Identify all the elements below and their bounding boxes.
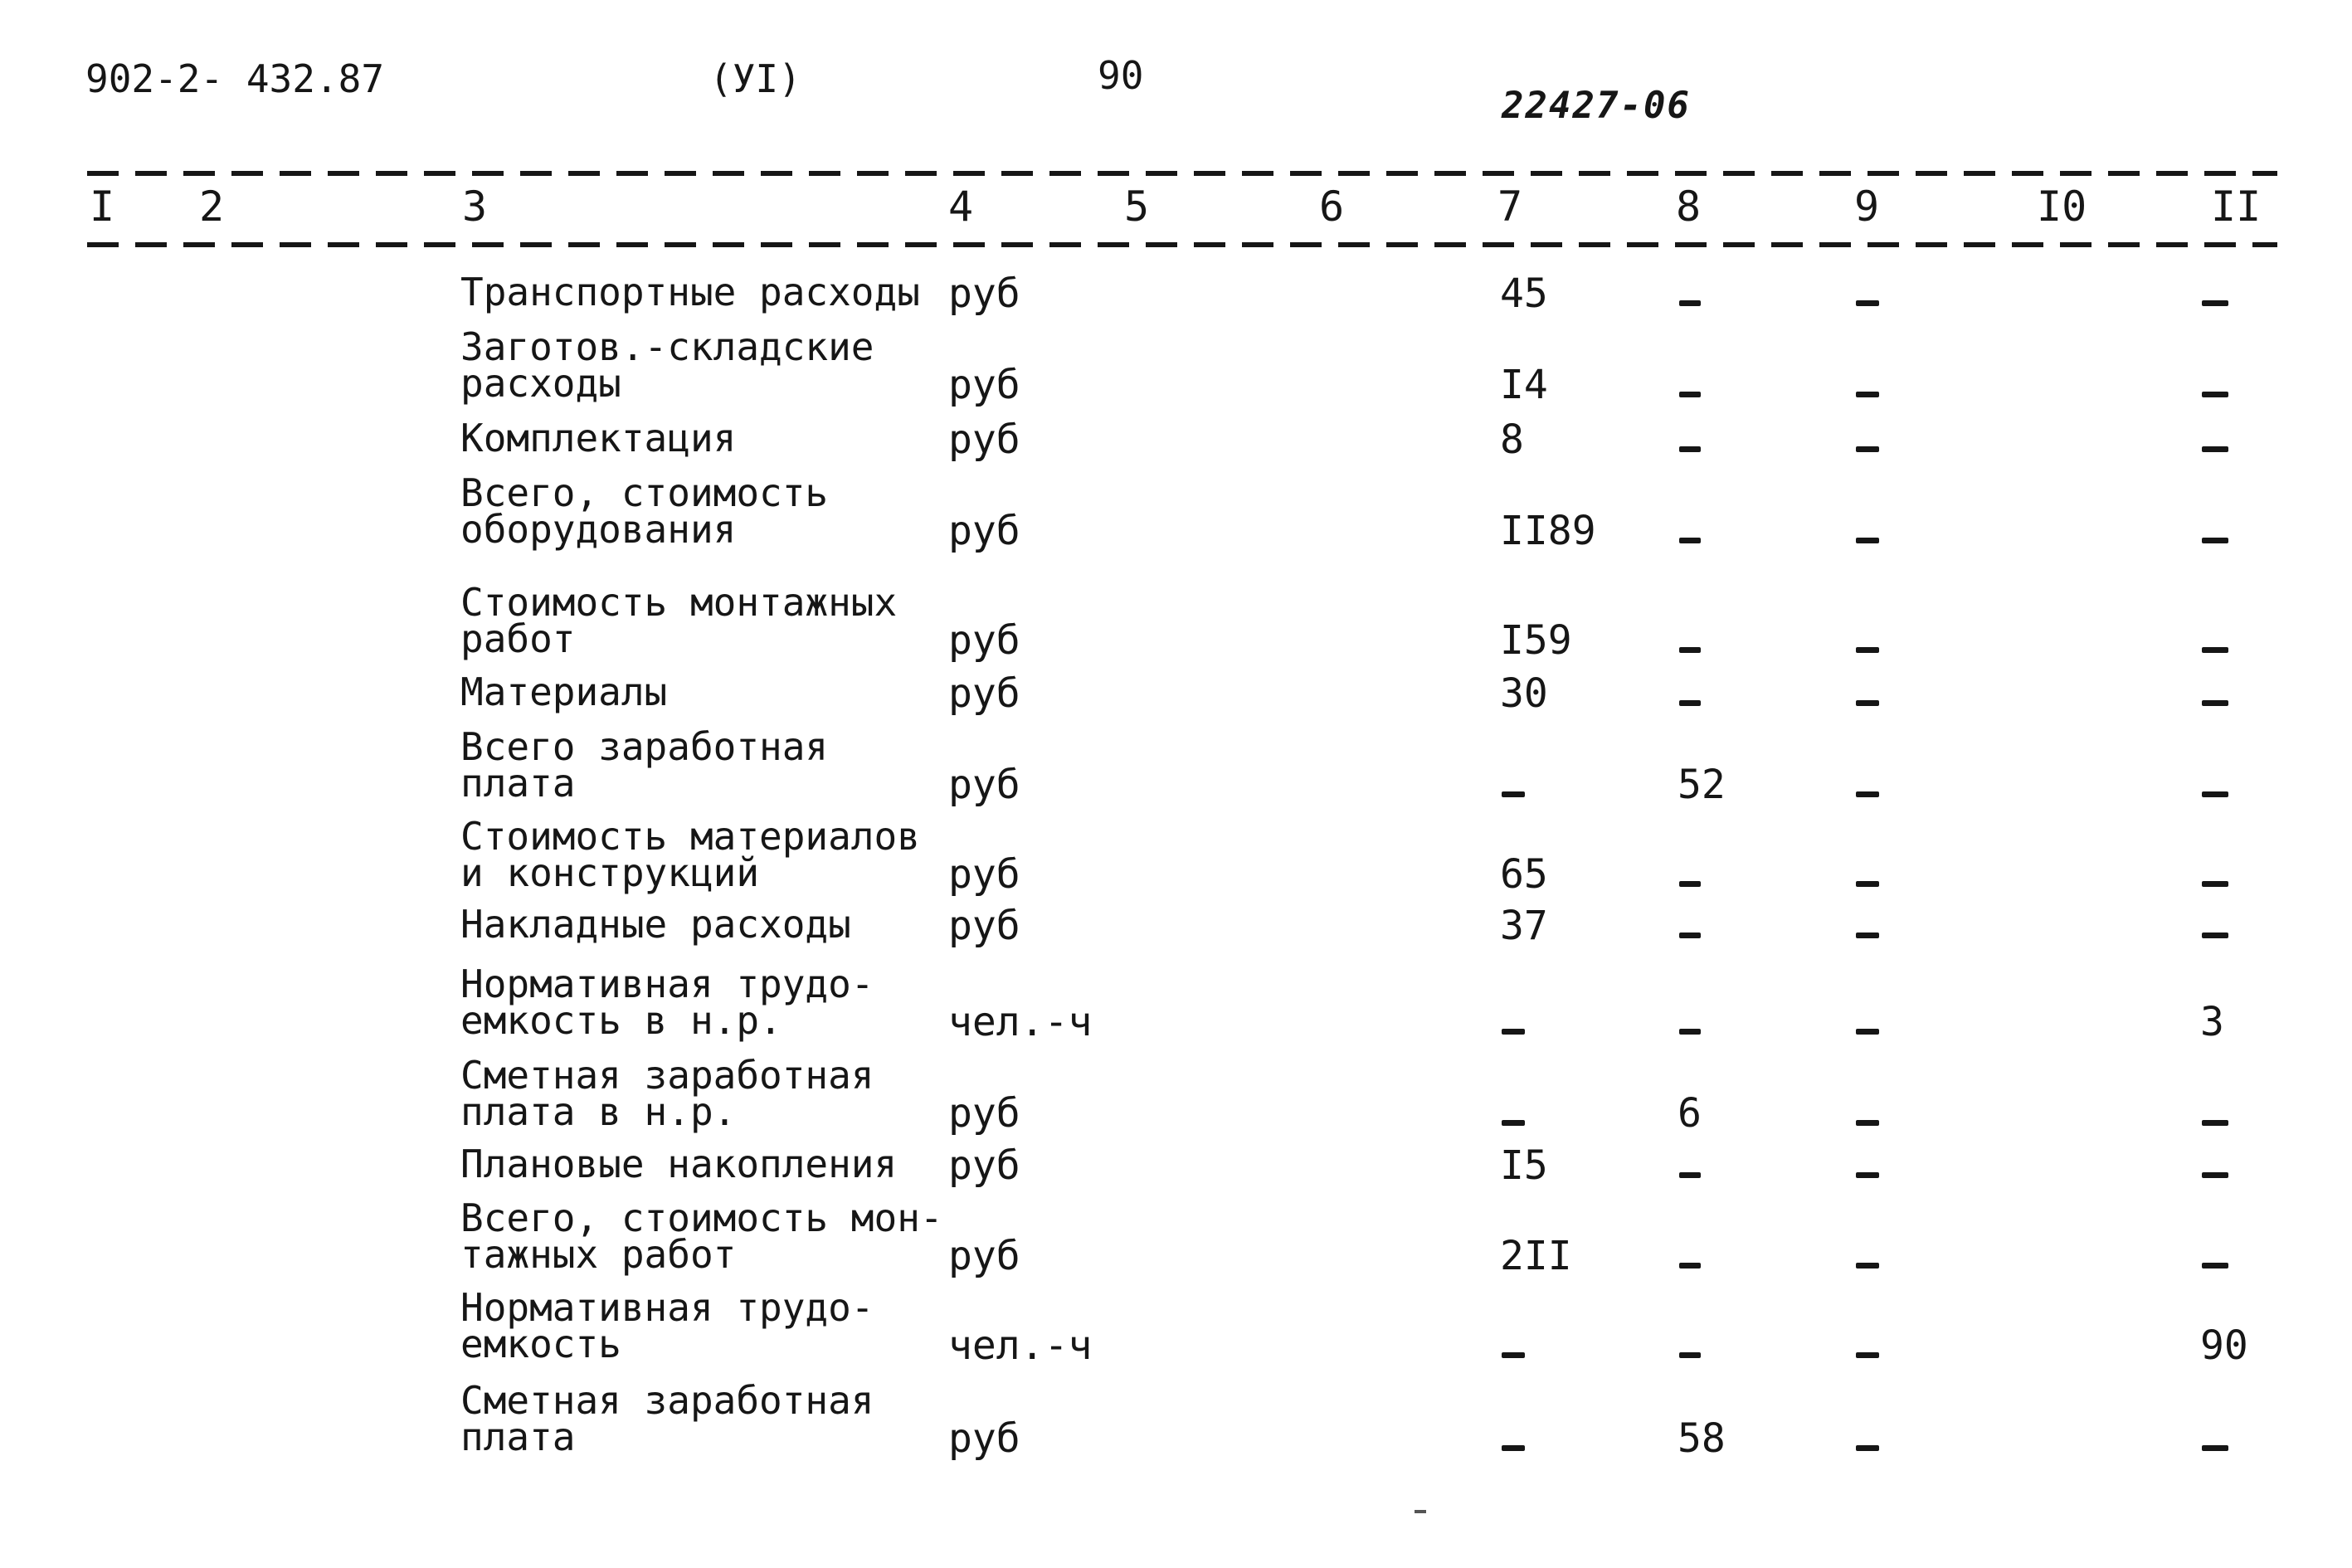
row-description: Заготов.-складские расходы [460,324,874,406]
dash-mark-col-9 [1856,1172,1879,1178]
dash-mark-col-11 [2202,647,2228,653]
cell-col-8: 52 [1678,762,1726,808]
row-description: Сметная заработная плата [460,1378,874,1459]
cell-col-11: 3 [2200,999,2224,1045]
row-unit: руб [948,1090,1020,1137]
dash-mark-col-8 [1679,392,1701,397]
column-header-col-5: 5 [1124,183,1150,231]
cell-col-7: 8 [1500,416,1524,463]
row-description: Плановые накопления [460,1142,898,1186]
column-header-col-4: 4 [948,183,974,231]
row-description: Материалы [460,670,668,714]
row-unit: руб [948,903,1020,949]
dash-mark-col-8 [1679,538,1701,543]
row-unit: руб [948,1415,1020,1462]
row-unit: руб [948,416,1020,463]
dash-mark-col-8 [1679,881,1701,887]
row-description: Всего, стоимость оборудования [460,470,829,552]
column-header-col-7: 7 [1497,183,1523,231]
dash-mark-col-11 [2202,1445,2228,1451]
row-description: Стоимость монтажных работ [460,580,898,661]
dash-mark-col-11 [2202,446,2228,452]
dash-mark-col-9 [1856,933,1879,938]
dash-mark-col-9 [1856,881,1879,887]
dash-mark-col-8 [1679,700,1701,706]
table-top-rule [87,171,2277,176]
cell-col-8: 6 [1678,1090,1702,1137]
page-number: 90 [1098,53,1144,98]
dash-mark-col-8 [1679,933,1701,938]
row-description: Стоимость материалов и конструкций [460,814,920,895]
reference-code: 22427-06 [1502,85,1691,127]
row-description: Всего, стоимость мон- тажных работ [460,1195,943,1277]
row-description: Всего заработная плата [460,724,829,806]
column-header-col-11: II [2211,183,2262,231]
dash-mark-col-8 [1679,1172,1701,1178]
dash-mark-col-8 [1679,1029,1701,1035]
row-description: Накладные расходы [460,902,851,947]
dash-mark-col-8 [1679,1352,1701,1358]
row-unit: руб [948,851,1020,898]
dash-mark-col-11 [2202,933,2228,938]
row-unit: руб [948,270,1020,317]
column-header-col-10: I0 [2037,183,2087,231]
dash-mark-col-7 [1502,1120,1525,1126]
dash-mark-col-9 [1856,1029,1879,1035]
dash-mark-col-8 [1679,300,1701,306]
dash-mark-col-9 [1856,1263,1879,1269]
document-number: 902-2- 432.87 [85,56,385,101]
row-unit: руб [948,1233,1020,1279]
dash-mark-col-11 [2202,791,2228,797]
row-unit: руб [948,617,1020,664]
row-unit: руб [948,362,1020,408]
cell-col-7: 37 [1500,903,1548,949]
column-header-col-3: 3 [462,183,488,231]
row-unit: чел.-ч [948,1322,1093,1369]
row-description: Комплектация [460,416,737,460]
dash-mark-col-8 [1679,647,1701,653]
cell-col-11: 90 [2200,1322,2248,1369]
dash-mark-col-9 [1856,791,1879,797]
row-description: Нормативная трудо- емкость [460,1285,874,1366]
dash-mark-col-7 [1502,1029,1525,1035]
document-part: (УI) [709,56,801,101]
column-header-col-8: 8 [1676,183,1702,231]
dash-mark-col-11 [2202,1172,2228,1178]
dash-mark-col-9 [1856,1352,1879,1358]
dash-mark-col-9 [1856,1120,1879,1126]
cell-col-7: 2II [1500,1233,1572,1279]
dash-mark-col-9 [1856,392,1879,397]
dash-mark-col-11 [2202,538,2228,543]
dash-mark-col-7 [1502,791,1525,797]
dash-mark-col-11 [2202,1263,2228,1269]
cell-col-7: I5 [1500,1142,1548,1189]
dash-mark-col-8 [1679,446,1701,452]
column-header-col-6: 6 [1319,183,1345,231]
dash-mark-col-11 [2202,700,2228,706]
row-unit: руб [948,670,1020,717]
dash-mark-col-7 [1502,1445,1525,1451]
dash-mark-col-11 [2202,881,2228,887]
row-description: Сметная заработная плата в н.р. [460,1053,874,1134]
cell-col-8: 58 [1678,1415,1726,1462]
scan-speck [1415,1510,1426,1513]
row-unit: чел.-ч [948,999,1093,1045]
column-header-col-2: 2 [199,183,225,231]
row-unit: руб [948,762,1020,808]
dash-mark-col-9 [1856,446,1879,452]
cell-col-7: 65 [1500,851,1548,898]
column-header-col-9: 9 [1854,183,1880,231]
dash-mark-col-11 [2202,1120,2228,1126]
dash-mark-col-11 [2202,392,2228,397]
cell-col-7: I59 [1500,617,1572,664]
dash-mark-col-8 [1679,1263,1701,1269]
row-description: Нормативная трудо- емкость в н.р. [460,962,874,1043]
cell-col-7: II89 [1500,508,1596,554]
dash-mark-col-7 [1502,1352,1525,1358]
dash-mark-col-9 [1856,300,1879,306]
cell-col-7: 45 [1500,270,1548,317]
cell-col-7: I4 [1500,362,1548,408]
dash-mark-col-9 [1856,647,1879,653]
row-description: Транспортные расходы [460,270,920,314]
dash-mark-col-9 [1856,538,1879,543]
table-header-rule [87,242,2277,247]
cell-col-7: 30 [1500,670,1548,717]
dash-mark-col-11 [2202,300,2228,306]
row-unit: руб [948,508,1020,554]
column-header-col-1: I [90,183,115,231]
dash-mark-col-9 [1856,1445,1879,1451]
dash-mark-col-9 [1856,700,1879,706]
row-unit: руб [948,1142,1020,1189]
